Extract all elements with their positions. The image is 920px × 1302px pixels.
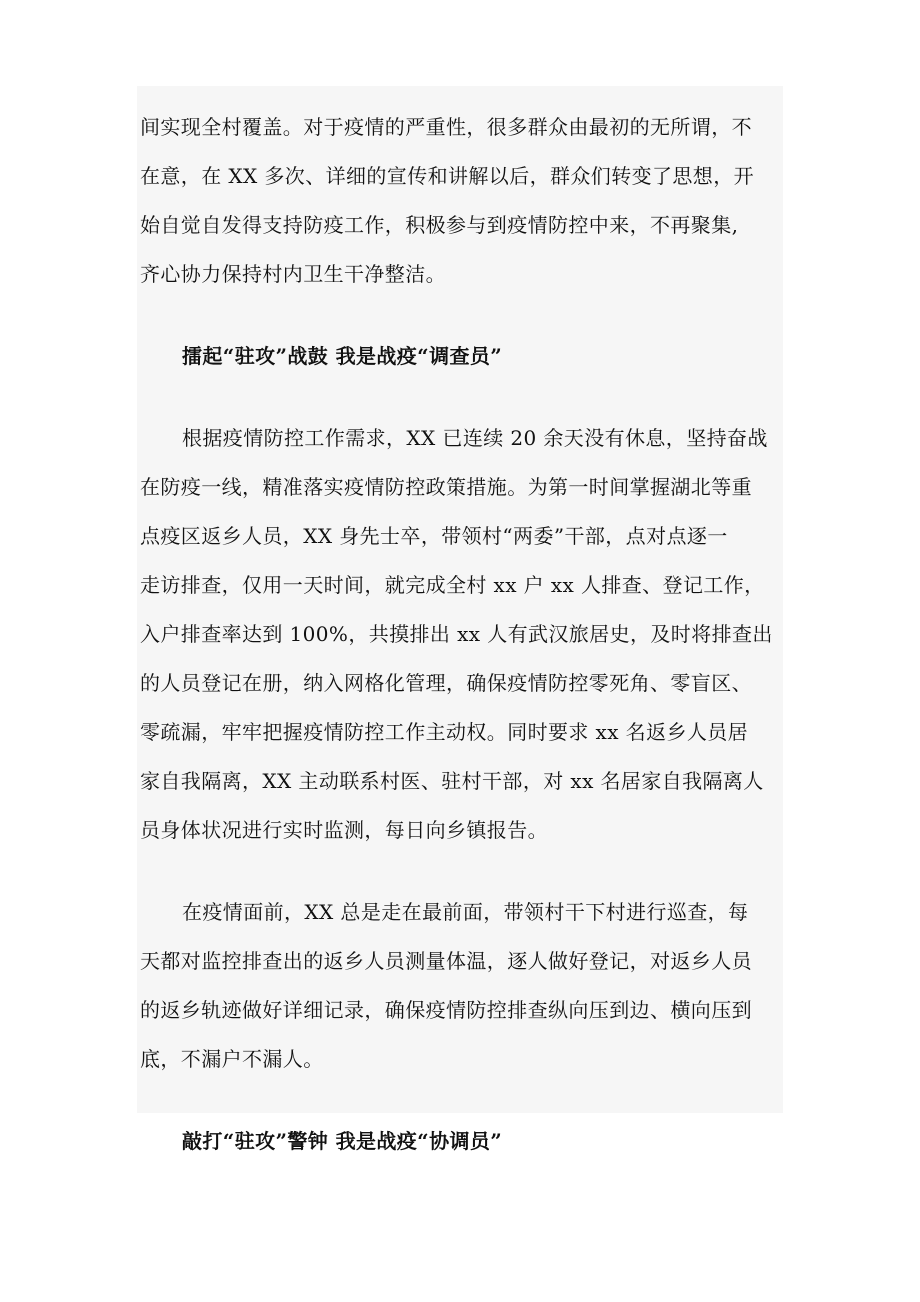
- section-heading-investigator: 擂起“驻攻”战鼓 我是战疫“调查员”: [182, 344, 503, 368]
- paragraph-spacing: [137, 1084, 783, 1117]
- paragraph-line: 根据疫情防控工作需求，XX 已连续 20 余天没有休息，坚持奋战: [182, 426, 768, 450]
- paragraph-line: 在意，在 XX 多次、详细的宣传和讲解以后，群众们转变了思想，开: [140, 164, 754, 188]
- paragraph-line: 在疫情面前，XX 总是走在最前面，带领村干下村进行巡查，每: [182, 900, 749, 924]
- section-heading-coordinator: 敲打“驻攻”警钟 我是战疫“协调员”: [182, 1129, 503, 1153]
- paragraph-line: 的人员登记在册，纳入网格化管理，确保疫情防控零死角、零盲区、: [140, 671, 752, 695]
- paragraph-spacing: [137, 381, 783, 414]
- paragraph-line: 的返乡轨迹做好详细记录，确保疫情防控排查纵向压到边、横向压到: [140, 998, 752, 1022]
- paragraph-line: 员身体状况进行实时监测，每日向乡镇报告。: [140, 818, 548, 842]
- paragraph-spacing: [137, 299, 783, 332]
- paragraph-line: 天都对监控排查出的返乡人员测量体温，逐人做好登记，对返乡人员: [140, 949, 752, 973]
- paragraph-2: [137, 414, 783, 855]
- paragraph-line: 始自觉自发得支持防疫工作，积极参与到疫情防控中来，不再聚集,: [140, 213, 739, 237]
- paragraph-line: 点疫区返乡人员，XX 身先士卒，带领村“两委”干部，点对点逐一: [140, 524, 728, 548]
- paragraph-line: 走访排查，仅用一天时间，就完成全村 xx 户 xx 人排查、登记工作，: [140, 573, 765, 597]
- paragraph-spacing: [137, 855, 783, 888]
- document-text-block: [137, 86, 783, 1153]
- paragraph-line: 齐心协力保持村内卫生干净整洁。: [140, 262, 446, 286]
- paragraph-3: [137, 888, 783, 1084]
- paragraph-line: 底，不漏户不漏人。: [140, 1047, 324, 1071]
- paragraph-line: 间实现全村覆盖。对于疫情的严重性，很多群众由最初的无所谓，不: [140, 115, 752, 139]
- paragraph-line: 入户排查率达到 100%，共摸排出 xx 人有武汉旅居史，及时将排查出: [140, 622, 773, 646]
- paragraph-line: 在防疫一线，精准落实疫情防控政策措施。为第一时间掌握湖北等重: [140, 475, 752, 499]
- paragraph-line: 家自我隔离，XX 主动联系村医、驻村干部，对 xx 名居家自我隔离人: [140, 769, 764, 793]
- paragraph-line: 零疏漏，牢牢把握疫情防控工作主动权。同时要求 xx 名返乡人员居: [140, 720, 749, 744]
- paragraph-1: [137, 103, 783, 299]
